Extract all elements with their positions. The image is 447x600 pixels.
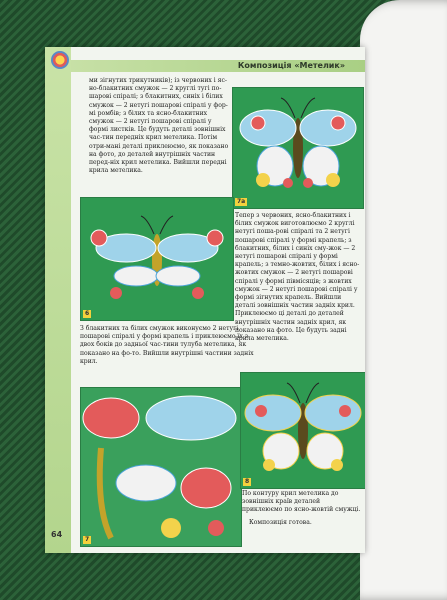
logo-icon	[51, 51, 69, 69]
photo-label: 7a	[237, 198, 246, 205]
quilling-closeup-icon	[81, 388, 241, 546]
butterfly-icon	[233, 88, 363, 208]
text-block-1: ми зігнутих трикутників); із червоних і яс-но-блакитних смужок — 2 круглі тугі по-шарові спіралі; з блакитних, синіх і білих смужок — 2 нетугі пошарові спіралі у фор-мі ромбів; з білих та ясно-блакитних смужок — 2 нетугі пошарові спіралі у формі листків. Це будуть деталі зовнішніх час-тин передніх крил метелика. Потім отри-мані деталі приклеюємо, як показано на фото, до деталей внутрішніх частин перед-ніх крил метелика. Вийшли передні крила метелика.	[89, 77, 229, 175]
photo-label: 7	[85, 536, 90, 543]
butterfly-icon	[81, 198, 233, 320]
photo-label: 6	[85, 310, 90, 317]
facing-page	[360, 0, 447, 600]
photo-6-butterfly	[80, 197, 234, 321]
page-side-band	[45, 47, 71, 553]
photo-8-butterfly	[240, 372, 365, 489]
text-block-5: Композиція готова.	[249, 519, 312, 526]
butterfly-icon	[241, 373, 365, 488]
book-page	[45, 47, 365, 553]
text-block-2: З блакитних та білих смужок виконуємо 2 нетугі пошарові спіралі у формі крапель і приклеюємо їх з двох боків до задньої час-тини тулуба метелика, як показано на фо-то. Вийшли внутрішні частини задніх крил.	[80, 325, 254, 365]
text-block-4: По контуру крил метелика до зовнішніх країв деталей приклеюємо по ясно-жовтій смужці.	[242, 490, 361, 514]
photo-7-closeup	[80, 387, 242, 547]
page-number: 64	[51, 530, 63, 539]
page-header: Композиція «Метелик»	[71, 60, 365, 72]
photo-7a-butterfly	[232, 87, 364, 209]
photo-label: 8	[245, 478, 250, 485]
text-block-3: Тепер з червоних, ясно-блакитних і білих смужок виготовлюємо 2 круглі нетугі поша-рові спіралі та 2 нетугі пошарові спіралі у формі крапель; з блакитних, білих і синіх сму-жок — 2 нетугі пошарові спіралі у формі крапель; з темно-жовтих, білих і ясно-жовтих смужок — 2 нетугі пошарові спіралі у формі півмісяців; з жовтих смужок — 2 нетугі пошарові спіралі у формі зігнутих крапель. Вийшли деталі зовнішніх частин задніх крил. Приклеюємо ці деталі до деталей внутрішніх частин задніх крил, як показано на фото. Це будуть задні крила метелика.	[235, 212, 360, 343]
